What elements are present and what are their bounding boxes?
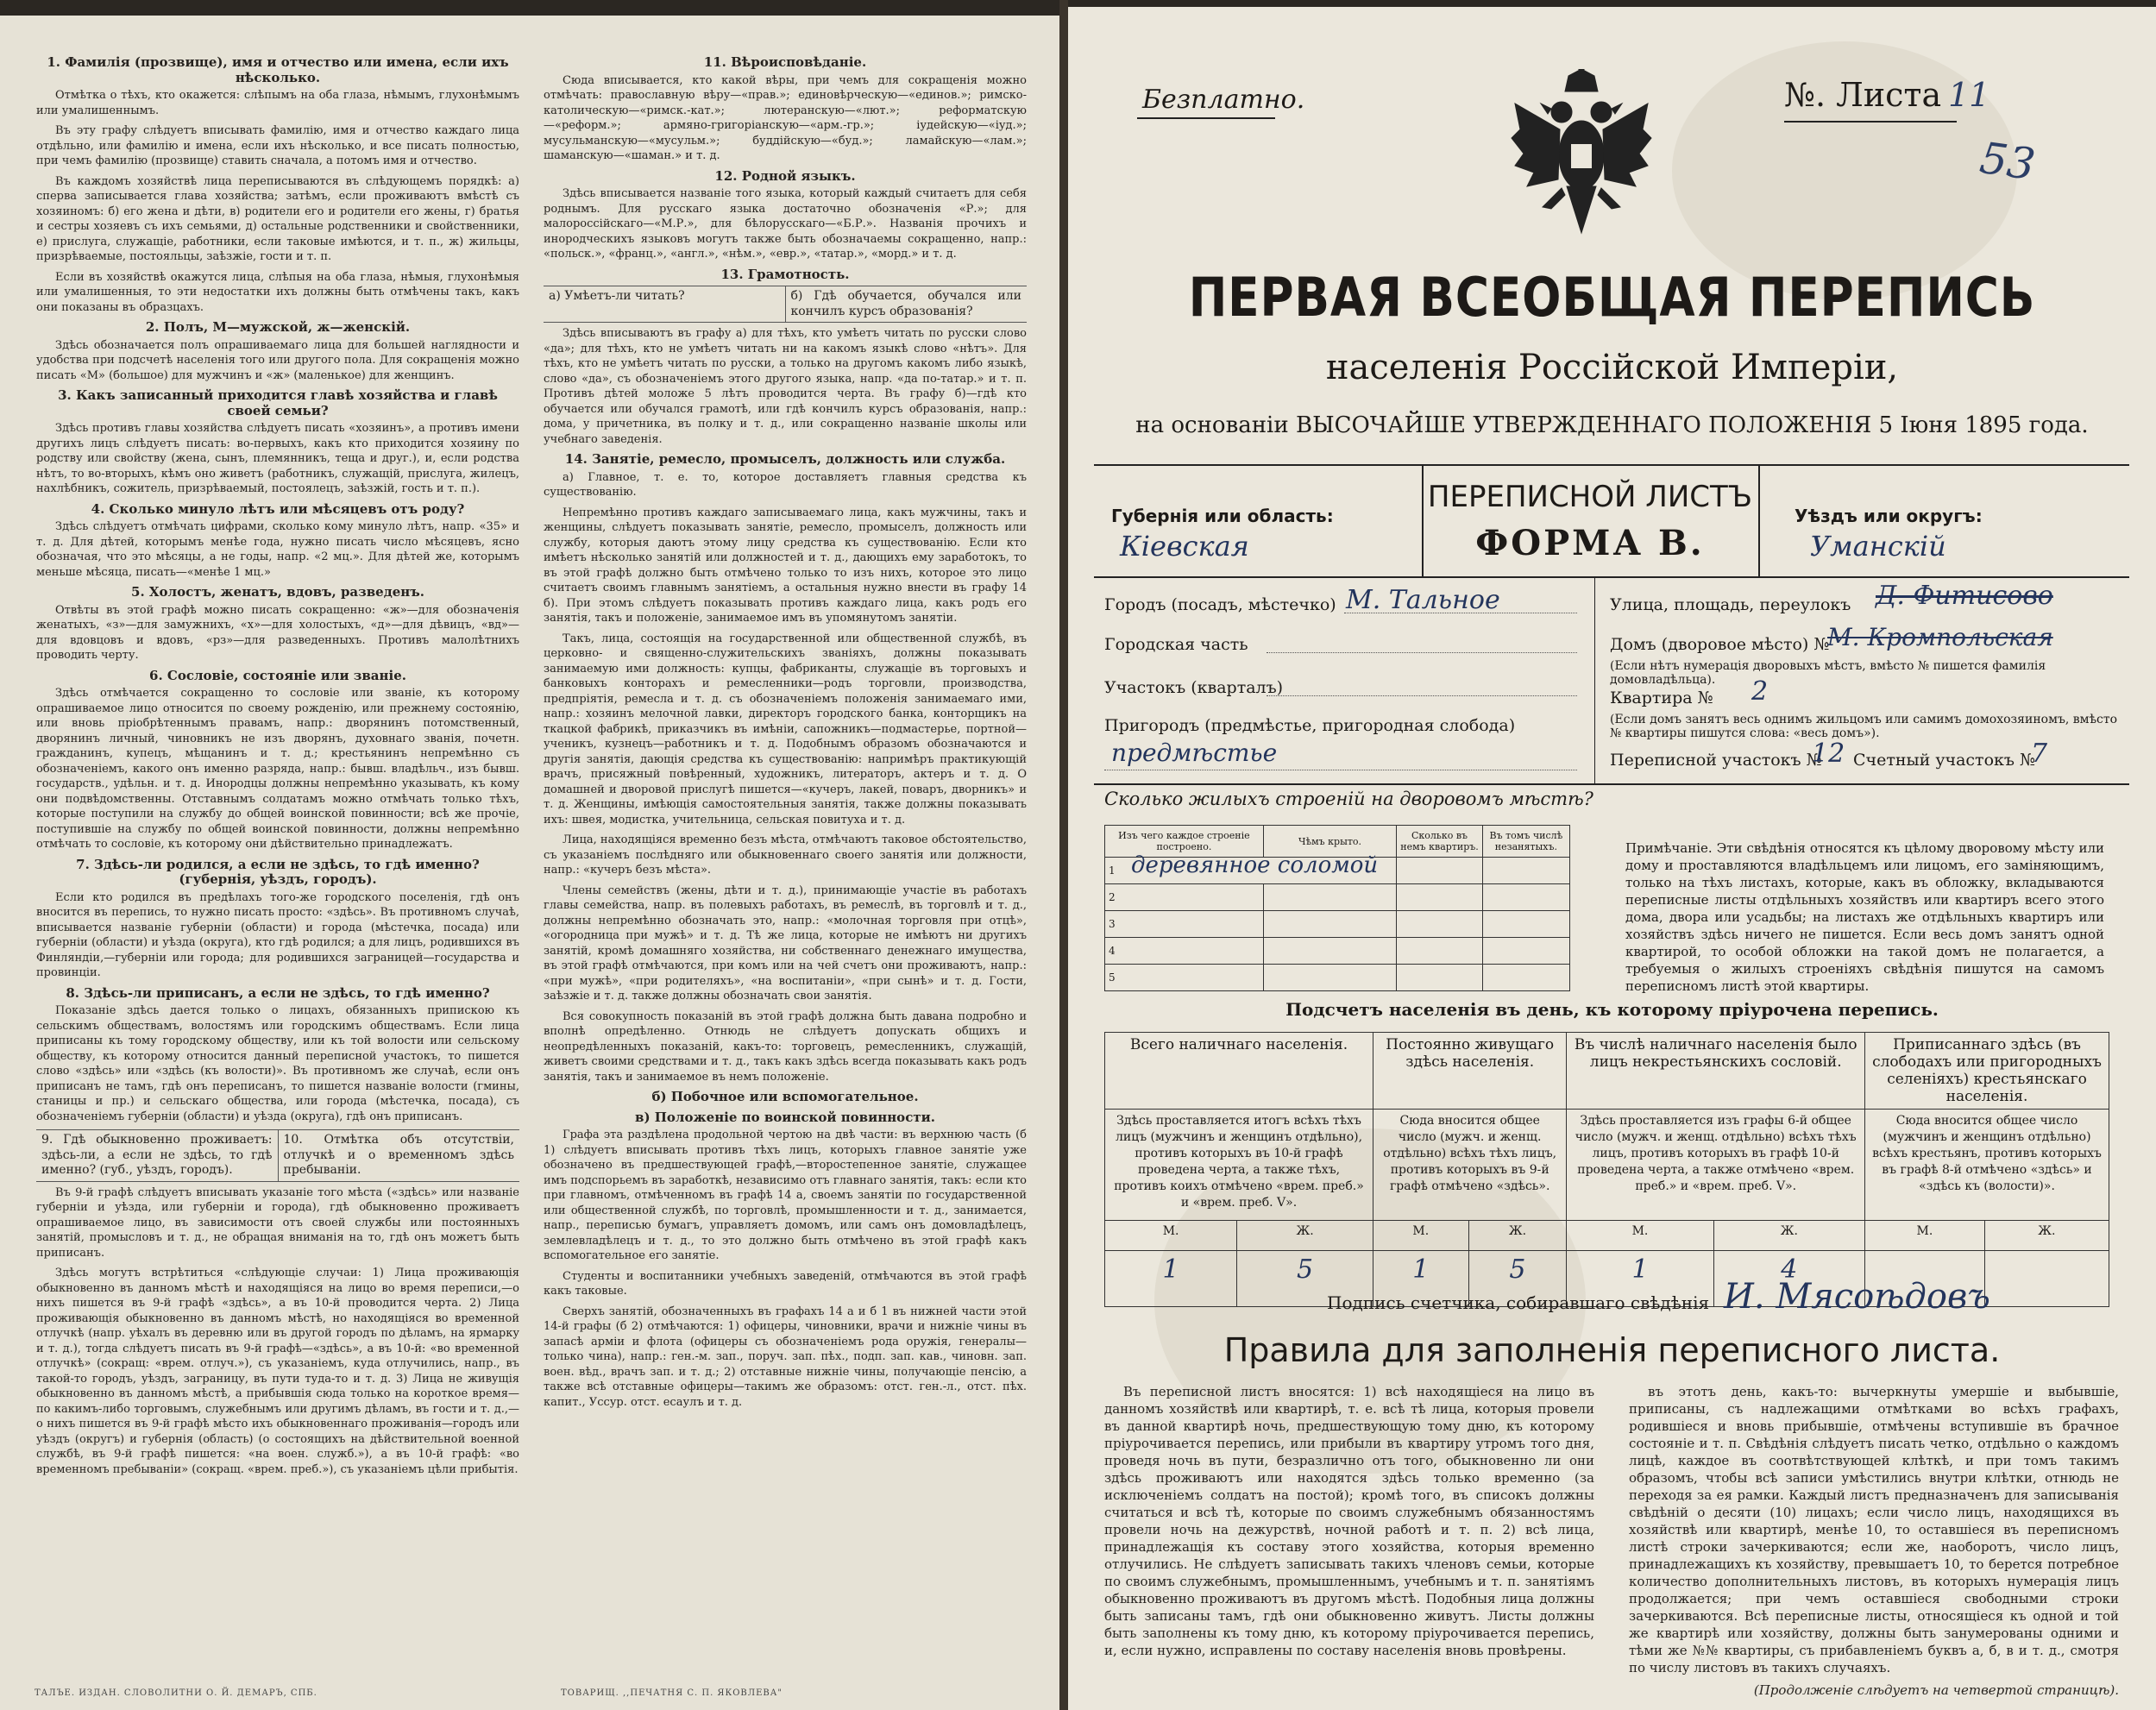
buildings-question: Сколько жилыхъ строеній на дворовомъ мѣстѣ? bbox=[1104, 789, 1593, 809]
instruction-heading: 4. Сколько минуло лѣтъ или мѣсяцевъ отъ роду? bbox=[91, 500, 465, 517]
female-label: Ж. bbox=[1237, 1221, 1373, 1251]
city-value: М. Тальное bbox=[1346, 585, 1500, 615]
free-of-charge-label: Безплатно. bbox=[1142, 85, 1305, 115]
split-right: б) Гдѣ обучается, обучался или кончилъ курсъ образованія? bbox=[785, 286, 1028, 322]
flat-note: (Если домъ занятъ весь однимъ жильцомъ или самимъ домохозяиномъ, вмѣсто № квартиры пишутся слова: «весь домъ»). bbox=[1610, 713, 2118, 740]
split-left: а) Умѣетъ-ли читать? bbox=[549, 289, 685, 303]
count-district-label: Счетный участокъ № bbox=[1853, 751, 2035, 770]
count-header-present: Всего наличнаго населенія. bbox=[1105, 1033, 1373, 1110]
buildings-header-material: Изъ чего каждое строеніе построено. bbox=[1105, 826, 1264, 858]
female-label: Ж. bbox=[1984, 1221, 2109, 1251]
count-header-resident: Постоянно живущаго здѣсь населенія. bbox=[1373, 1033, 1567, 1110]
male-label: М. bbox=[1567, 1221, 1713, 1251]
instruction-paragraph: Непремѣнно противъ каждаго записываемаго лица, какъ мужчины, такъ и женщины, слѣдуетъ показывать занятіе, ремесло, промыселъ, должность или службу, которыя даютъ этому лицу средства къ существованію. Если кто имѣетъ нѣсколько занятій или должностей и т. д., дающихъ ему заработокъ, то въ этой графѣ должно быть отмѣчено только то изъ нихъ, которое это лицо считаетъ своимъ главнымъ занятіемъ, а остальныя нужно внести въ графу 14 б). При этомъ слѣдуетъ показывать противъ каждаго лица, какъ родъ его занятія, такъ и положеніе, занимаемое имъ въ упомянутомъ занятіи. bbox=[544, 506, 1027, 625]
instruction-paragraph: Лица, находящіяся временно безъ мѣста, отмѣчаютъ таковое обстоятельство, съ указаніемъ послѣдняго или обыкновеннаго своего занятія или должности, напр.: «кучеръ безъ мѣста». bbox=[544, 833, 1027, 877]
buildings-header-vacant: Въ томъ числѣ незанятыхъ. bbox=[1482, 826, 1569, 858]
count-non-peasant-male: 1 bbox=[1567, 1251, 1713, 1307]
block-label: Участокъ (кварталъ) bbox=[1104, 678, 1284, 697]
male-label: М. bbox=[1865, 1221, 1985, 1251]
buildings-note: Примѣчаніе. Эти свѣдѣнія относятся къ цѣлому дворовому мѣсту или дому и проставляются владѣльцемъ или лицомъ, его заміняющимъ, только на тѣхъ листахъ, которые, какъ въ обложку, вкладываются переписные листы отдѣльныхъ хозяйствъ или квартиръ всего этого дома, двора или усадьбы; на листахъ же отдѣльныхъ квартиръ или хозяйствъ здѣсь ничего не пишется. Если весь домъ занятъ одной квартирой, то особой обложки на такой домъ не полагается, а требуемыя о жилыхъ строеніяхъ свѣдѣнія пишутся на самомъ переписномъ листѣ этой квартиры. bbox=[1625, 840, 2104, 994]
count-desc-resident: Сюда вносится общее число (мужч. и женщ. отдѣльно) всѣхъ тѣхъ лицъ, противъ которыхъ въ 9-й графѣ отмѣчено «здѣсь». bbox=[1373, 1110, 1567, 1221]
book-gutter bbox=[1059, 0, 1068, 1710]
instruction-paragraph: Здѣсь могутъ встрѣтиться «слѣдующіе случаи: 1) Лица проживающія обыкновенно въ данномъ мѣстѣ и находящіяся на лицо во время переписи,—о нихъ пишется въ 9-й графѣ «здѣсь», а въ 10-й проводится черта. 2) Лица проживающія обыкновенно въ данномъ мѣстѣ, но находящіяся во временной отлучкѣ (напр. уѣхалъ въ деревню или въ другой городъ по дѣламъ, на ярмарку и т. д.), тогда слѣдуетъ писать въ 9-й графѣ—«здѣсь», а въ 10-й: «во временной отлучкѣ» (сокращ: «врем. отлуч.»), съ указаніемъ, куда отлучились, напр., въ такой-то городъ, уѣздъ, заграницу, въ пути туда-то и т. д. 3) Лица не живущія обыкновенно въ данномъ мѣстѣ, а прибывшія сюда только на короткое время—по какимъ-либо торговымъ, служебнымъ или другимъ дѣламъ, въ гости и т. д.,—о нихъ пишется въ 9-й графѣ мѣсто ихъ обыкновеннаго проживанія—городъ или уѣздъ (округъ) и губернія (область) (о состоящихъ на дѣйствительной военной службѣ, въ 9-й графѣ пишется: «на воен. служб.»), а въ 10-й графѣ: «во временномъ пребываніи» (сокращ. «врем. преб.»), съ указаніемъ цѣли прибытія. bbox=[36, 1267, 519, 1476]
sheet-number-label: №. Листа bbox=[1784, 76, 1942, 114]
male-label: М. bbox=[1105, 1221, 1237, 1251]
printer-imprint-right: ТОВАРИЩ. ,,ПЕЧАТНЯ С. П. ЯКОВЛЕВА" bbox=[561, 1688, 783, 1698]
table-row: 3 bbox=[1105, 911, 1570, 938]
instruction-heading: в) Положеніе по воинской повинности. bbox=[635, 1109, 935, 1125]
instruction-paragraph: Графа эта раздѣлена продольной чертою на двѣ части: въ верхнюю часть (б 1) слѣдуетъ вписывать противъ тѣхъ лицъ, которыхъ главное занятіе уже обозначено въ предшествующей графѣ,—второстепенное занятіе, служащее имъ подспорьемъ въ заработкѣ, независимо отъ главнаго занятія, такъ: если кто при главномъ, отмѣченномъ въ графѣ 14 а, своемъ занятіи по государственной или общественной службѣ, по торговлѣ, промышленности и т. д., занимается, напр., переписью бумагъ, управляетъ домомъ, или самъ онъ домовладѣлецъ, землевладѣлецъ и т. д., то это должно быть отмѣчено въ этой графѣ какъ вспомогательное его занятіе. bbox=[544, 1128, 1027, 1262]
rules-continued: (Продолженіе слѣдуетъ на четвертой страницѣ). bbox=[1753, 1682, 2119, 1698]
count-desc-non-peasant: Здѣсь проставляется изъ графы 6-й общее число (мужч. и женщ. отдѣльно) всѣхъ тѣхъ лицъ, противъ которыхъ въ графѣ 10-й проведена черта, а также отмѣчено «врем. преб.» и «врем. преб. V». bbox=[1567, 1110, 1865, 1221]
rules-text-a: Въ переписной листъ вносятся: 1) всѣ находящіеся на лицо въ данномъ хозяйствѣ или квартирѣ, т. е. всѣ тѣ лица, которыя провели въ данной квартирѣ ночь, предшествующую тому дню, къ которому пріурочивается перепись, или прибыли въ квартиру утромъ того дня, проведя ночь въ пути, безразлично отъ того, обыкновенно ли они здѣсь проживаютъ или находятся здѣсь только временно (за исключеніемъ солдатъ на постой); кромѣ того, въ списокъ должны считаться и всѣ тѣ, которые по своимъ служебнымъ обязанностямъ провели ночь на дежурствѣ, ночной работѣ и т. п. 2) всѣ лица, принадлежащія къ составу этого хозяйства, которыя временно отлучились. Не слѣдуетъ записывать такихъ членовъ семьи, которые по своимъ служебнымъ, промышленнымъ, учебнымъ и т. п. занятіямъ обыкновенно проживаютъ въ другомъ мѣстѣ. Подобныя лица должны быть записаны тамъ, гдѣ они обыкновенно живутъ. Листы должны быть заполнены къ тому дню, къ которому пріурочивается перепись, и, если нужно, исправлены по составу населенія вновь провѣрены. bbox=[1104, 1384, 1594, 1658]
instruction-heading: б) Побочное или вспомогательное. bbox=[651, 1089, 919, 1104]
form-title: ПЕРЕПИСНОЙ ЛИСТЪ bbox=[1427, 480, 1753, 514]
street-value: Д. Фитисово bbox=[1876, 581, 2053, 611]
gubernia-value: Кіевская bbox=[1120, 530, 1249, 563]
instruction-paragraph: Здѣсь противъ главы хозяйства слѣдуетъ писать «хозяинъ», а противъ имени другихъ лицъ слѣдуетъ писать: во-первыхъ, какъ кто приходится хозяину по родству или свойству (жена, сынъ, племянникъ, теща и друг.), и, если родства нѣтъ, то во-вторыхъ, кѣмъ оно живетъ (работникъ, служащій, прислуга, жилецъ, нахлѣбникъ, сожитель, призрѣваемый, постоялецъ, заѣзжій, гость и т. п.). bbox=[36, 422, 519, 495]
instruction-paragraph: Такъ, лица, состоящія на государственной или общественной службѣ, въ церковно- и священно-служительскихъ званіяхъ, должны показывать занимаемую ими должность: купцы, фабриканты, служащіе въ торговыхъ и банковыхъ конторахъ и ремесленники—родъ торговли, производства, предпріятія, ремесла и т. д. съ обозначеніемъ положенія занимаемаго ими, напр.: хозяинъ мелочной лавки, директоръ городского банка, конторщикъ на ткацкой фабрикѣ, приказчикъ въ имѣніи, сапожникъ—подмастерье, портной—ученикъ, кузнецъ—работникъ и т. д. Подобнымъ образомъ обозначаются и другія занятія, дающія средства къ существованію: напримѣръ практикующій врачъ, присяжный повѣренный, художникъ, литераторъ, актеръ и т. д. О домашней и дворовой прислугѣ пишется—«кучеръ, лакей, поваръ, дворникъ» и т. д. Женщины, имѣющія самостоятельныя занятія, также должны показывать ихъ: швея, модистка, учительница, сельская повитуха и т. д. bbox=[544, 632, 1027, 827]
flat-value: 2 bbox=[1751, 676, 1769, 707]
instruction-heading: 2. Полъ, М—мужской, ж—женскій. bbox=[145, 319, 411, 335]
instruction-paragraph: Показаніе здѣсь дается только о лицахъ, обязанныхъ припискою къ сельскимъ обществамъ, волостямъ или городскимъ обществамъ. Если лица приписаны къ тому городскому обществу, или къ той волости или сельскому обществу, къ которому относится данный переписной участокъ, то пишется слово «здѣсь» или «здѣсь (къ волости)». Въ противномъ же случаѣ, если онъ приписанъ не тамъ, гдѣ онъ переписанъ, то пишется названіе волости (гмины, станицы и пр.) и сельскаго общества, или города (мѣстечка, посада), съ обозначеніемъ губерніи (области) и уѣзда (округа), гдѣ онъ приписанъ. bbox=[36, 1004, 519, 1123]
male-label: М. bbox=[1373, 1221, 1469, 1251]
sheet-number-value: 11 bbox=[1948, 76, 1990, 114]
instruction-paragraph: Сверхъ занятій, обозначенныхъ въ графахъ 14 а и б 1 въ нижней части этой 14-й графы (б 2) отмѣчаются: 1) офицеры, чиновники, врачи и нижніе чины въ запасѣ арміи и флота (офицеры съ обозначеніемъ рода оружія, генералы—только чина), напр.: ген.-м. зап., поруч. зап. пѣх., подп. зап. кав., чиновн. зап. воен. вѣд., врачъ зап. и т. д.; 2) отставные нижніе чины, получающіе пенсію, а также всѣ отставные офицеры—такимъ же образомъ: отст. ген.-л., отст. пѣх. капит., Уссур. отст. есаулъ и т. д. bbox=[544, 1305, 1027, 1409]
flat-label: Квартира № bbox=[1610, 688, 1713, 707]
instruction-paragraph: Въ каждомъ хозяйствѣ лица переписываются въ слѣдующемъ порядкѣ: а) сперва записывается глава хозяйства; затѣмъ, если проживаютъ вмѣстѣ съ хозяиномъ: б) его жена и дѣти, в) родители его и родители его жены, г) братья и сестры хозяевъ съ ихъ семьями, д) остальные родственники и свойственники, е) прислуга, служащіе, работники, если таковые имѣются, и т. п., ж) жильцы, призрѣваемые, постояльцы, заѣзжіе, гости и т. п. bbox=[36, 174, 519, 263]
instruction-paragraph: Сюда вписывается, кто какой вѣры, при чемъ для сокращенія можно отмѣчать: православную вѣру—«прав.»; единовѣрческую—«единов.»; римско-католическую—«римск.-кат.»; лютеранскую—«лют.»; реформатскую—«реформ.»; армяно-григоріанскую—«арм.-гр.»; іудейскую—«іуд.»; мусульманскую—«мусульм.»; буддійскую—«буд.»; ламайскую—«лам.»; шаманскую—«шаман.» и т. д. bbox=[544, 73, 1027, 162]
city-part-label: Городская часть bbox=[1104, 635, 1248, 654]
count-peasant-female bbox=[1984, 1251, 2109, 1307]
census-subtitle: населенія Россійской Имперіи, bbox=[1325, 348, 1899, 387]
instruction-paragraph: Вся совокупность показаній въ этой графѣ должна быть давана подробно и вполнѣ опредѣленно. Отнюдь не слѣдуетъ допускать общихъ и неопредѣленныхъ показаній, какъ-то: торговецъ, ремесленникъ, служащій, живетъ своими средствами и т. д., такъ какъ здѣсь всегда показывать какъ родъ занятія, такъ и занимаемое въ немъ положеніе. bbox=[544, 1009, 1027, 1084]
instruction-split-heading bbox=[544, 286, 1027, 323]
rules-column-a bbox=[1104, 1383, 1594, 1659]
female-label: Ж. bbox=[1468, 1221, 1567, 1251]
count-district-value: 7 bbox=[2031, 739, 2048, 769]
table-row: 1 деревянное соломой bbox=[1105, 858, 1570, 884]
rules-column-b bbox=[1629, 1383, 2119, 1699]
count-resident-female: 5 bbox=[1468, 1251, 1567, 1307]
left-page bbox=[0, 16, 1059, 1710]
rules-text-b: въ этотъ день, какъ-то: вычеркнуты умершіе и выбывшіе, приписаны, съ надлежащими отмѣтками во всѣхъ графахъ, родившіеся и вновь прибывшіе, отмѣчены вступившіе въ брачное состояніе и т. п. Свѣдѣнія слѣдуетъ писать четко, отдѣльно о каждомъ лицѣ, каждое въ соотвѣтствующей клѣткѣ, и при томъ такимъ образомъ, чтобы всѣ записи умѣстились внутри клѣтки, отнюдь не переходя за ея рамки. Каждый листъ предназначенъ для записыванія свѣдѣній о десяти (10) лицахъ; если число лицъ, находящихся въ хозяйствѣ или квартирѣ, менѣе 10, то оставшіеся въ переписномъ листѣ строки зачеркиваются; если же, наоборотъ, число лицъ, принадлежащихъ къ хозяйству, превышаетъ 10, то берется потребное количество дополнительныхъ листовъ, въ которыхъ нумерація лицъ продолжается; при чемъ оставшіеся свободными строки зачеркиваются. Всѣ переписные листы, относящіеся къ одной и той же квартирѣ или хозяйству, должны быть занумерованы одними и тѣми же №№ квартиры, съ прибавленіемъ буквъ а, б, в и т. д., смотря по числу листовъ въ такихъ случаяхъ. bbox=[1629, 1384, 2119, 1675]
instructions-column-b bbox=[544, 50, 1027, 1675]
count-desc-registered-peasant: Сюда вносится общее число (мужчинъ и женщинъ отдѣльно) всѣхъ крестьянъ, противъ которыхъ въ графѣ 8-й отмѣчено «здѣсь» и «здѣсь къ (волости)». bbox=[1865, 1110, 2109, 1221]
count-header-non-peasant: Въ числѣ наличнаго населенія было лицъ некрестьянскихъ сословій. bbox=[1567, 1033, 1865, 1110]
instruction-heading: 13. Грамотность. bbox=[720, 266, 850, 282]
instruction-paragraph: Въ эту графу слѣдуетъ вписывать фамилію, имя и отчество каждаго лица отдѣльно, или фамилію и имена, если ихъ нѣсколько, и все писать полностью, при чемъ фамилію (прозвище) ставить сначала, а потомъ имя и отчество. bbox=[36, 124, 519, 167]
instruction-paragraph: Отмѣтка о тѣхъ, кто окажется: слѣпымъ на оба глаза, нѣмымъ, глухонѣмымъ или умалишеннымъ. bbox=[36, 89, 519, 117]
instruction-paragraph: Здѣсь слѣдуетъ отмѣчать цифрами, сколько кому минуло лѣтъ, напр. «35» и т. д. Для дѣтей, которымъ менѣе года, нужно писать число мѣсяцевъ, ясно обозначая, что это мѣсяцы, а не годы, напр. «2 мц.». Для дѣтей же, которымъ меньше мѣсяца, писать—«менѣе 1 мц.» bbox=[36, 520, 519, 579]
instruction-heading: 5. Холостъ, женатъ, вдовъ, разведенъ. bbox=[131, 584, 424, 600]
instruction-paragraph: Здѣсь обозначается полъ опрашиваемаго лица для большей наглядности и удобства при подсчетѣ населенія того или другого пола. Для сокращенія можно писать «М» (большое) для мужчинъ и «ж» (маленькое) для женщинъ. bbox=[36, 338, 519, 382]
instruction-paragraph: Если въ хозяйствѣ окажутся лица, слѣпыя на оба глаза, нѣмыя, глухонѣмыя или умалишенныя, то эти недостатки ихъ должны быть отмѣчены такъ, какъ они показаны въ образцахъ. bbox=[36, 270, 519, 314]
count-resident-male: 1 bbox=[1373, 1251, 1469, 1307]
instruction-heading: 6. Сословіе, состояніе или званіе. bbox=[149, 667, 406, 683]
rules-title: Правила для заполненія переписного листа. bbox=[1223, 1331, 2001, 1369]
instruction-paragraph: Здѣсь вписывается названіе того языка, который каждый считаетъ для себя роднымъ. Для русскаго языка достаточно обозначенія «Р.»; для малороссійскаго—«М.Р.», для бѣлорусскаго—«Б.Р.». Названія прочихъ и инородческихъ языковъ могутъ также быть обозначаемы сокращенно, напр.: «польск.», «франц.», «англ.», «нѣм.», «евр.», «татар.», «морд.» и т. д. bbox=[544, 187, 1027, 261]
form-name: ФОРМА В. bbox=[1475, 523, 1705, 563]
archive-page-number: 53 bbox=[1977, 132, 2039, 191]
instruction-heading: 14. Занятіе, ремесло, промыселъ, должность или служба. bbox=[564, 451, 1006, 467]
instructions-column-a bbox=[36, 50, 519, 1675]
house-note: (Если нѣтъ нумерація дворовыхъ мѣстъ, вмѣсто № пишется фамилія домовладѣльца). bbox=[1610, 659, 2046, 687]
instruction-paragraph: Здѣсь отмѣчается сокращенно то сословіе или званіе, къ которому опрашиваемое лицо относится по своему рожденію, или прежнему состоянію, или вновь пріобрѣтеннымъ правамъ, напр.: дворянинъ потомственный, дворянинъ личный, чиновникъ не изъ дворянъ, духовнаго званія, почетн. гражданинъ, купецъ, мѣщанинъ и т. д.; крестьянинъ непремѣнно съ обозначеніемъ, какого онъ именно разряда, напр.: бывш. владѣльч., изъ бывш. государств., удѣльн. и т. д. Инородцы должны непремѣнно указывать, къ кому они подвѣдомственны. Отставнымъ солдатамъ можно отмѣчать только тѣхъ, которые поступили на службу до общей воинской повинности; всѣ же прочіе, поступившіе на службу по общей воинской повинности, должны непремѣнно отмѣчать то сословіе, къ которому они дѣйствительно принадлежатъ. bbox=[36, 687, 519, 851]
population-count-heading: Подсчетъ населенія въ день, къ которому пріурочена перепись. bbox=[1285, 999, 1939, 1020]
instruction-paragraph: Здѣсь вписываютъ въ графу а) для тѣхъ, кто умѣетъ читать по русски слово «да»; для тѣхъ, кто не умѣетъ читать ни на какомъ языкѣ слово «нѣтъ». Для тѣхъ, кто не умѣетъ читать по русски, а только на другомъ какомъ либо языкѣ, слово «да», съ обозначеніемъ этого другого языка, напр. «да по-татар.» и т. п. Противъ дѣтей моложе 5 лѣтъ проводится черта. Въ графу б)—гдѣ кто обучается или обучался грамотѣ, или гдѣ кончилъ курсъ образованія, напр.: дома, у причетника, въ полку и т. д., или сокращенно названіе школы или учебнаго заведенія. bbox=[544, 327, 1027, 446]
suburb-label: Пригородъ (предмѣстье, пригородная слобода) bbox=[1104, 716, 1516, 735]
house-value: М. Кромпольская bbox=[1827, 623, 2053, 651]
gubernia-label: Губернія или область: bbox=[1111, 506, 1334, 526]
instruction-heading: 3. Какъ записанный приходится главѣ хозяйства и главѣ своей семьи? bbox=[58, 387, 498, 418]
count-non-peasant-female: 4 bbox=[1713, 1251, 1864, 1307]
instruction-heading: 11. Вѣроисповѣданіе. bbox=[703, 54, 867, 70]
buildings-header-flats: Сколько въ немъ квартиръ. bbox=[1397, 826, 1483, 858]
count-desc-present: Здѣсь проставляется итогъ всѣхъ тѣхъ лицъ (мужчинъ и женщинъ отдѣльно), противъ которыхъ въ 10-й графѣ проведена черта, а также тѣхъ, противъ коихъ отмѣчено «врем. преб.» и «врем. преб. V». bbox=[1105, 1110, 1373, 1221]
enumerator-signature: И. Мясоѣдовъ bbox=[1724, 1277, 1990, 1317]
instruction-heading: 7. Здѣсь-ли родился, а если не здѣсь, то гдѣ именно? (губернія, уѣздъ, городъ). bbox=[76, 856, 480, 887]
house-label: Домъ (дворовое мѣсто) № bbox=[1610, 635, 1830, 654]
count-present-female: 5 bbox=[1237, 1251, 1373, 1307]
suburb-value: предмѣстье bbox=[1111, 739, 1278, 767]
split-left: 9. Гдѣ обыкновенно проживаетъ: здѣсь-ли, а если не здѣсь, то гдѣ именно? (губ., уѣздъ, городъ). bbox=[41, 1133, 273, 1177]
table-row: 5 bbox=[1105, 965, 1570, 991]
instruction-paragraph: Если кто родился въ предѣлахъ того-же городского поселенія, гдѣ онъ вносится въ перепись, то нужно писать просто: «здѣсь». Въ противномъ случаѣ, вписывается названіе губерніи (области) и города (мѣстечка, посада) или губерніи (области) и уѣзда (округа), кто гдѣ родился; а для лицъ, родившихся въ Финляндіи,—губерніи или города; для родившихся заграницей—государства и провинціи. bbox=[36, 890, 519, 979]
census-title: ПЕРВАЯ ВСЕОБЩАЯ ПЕРЕПИСЬ bbox=[1188, 266, 2036, 329]
population-count-table bbox=[1104, 1032, 2109, 1307]
uezd-label: Уѣздъ или округъ: bbox=[1795, 506, 1983, 526]
building-row1-material: деревянное соломой bbox=[1131, 852, 1379, 878]
street-label: Улица, площадь, переулокъ bbox=[1610, 595, 1851, 614]
printer-imprint-left: ТАЛЪЕ. ИЗДАН. СЛОВОЛИТНИ О. Й. ДЕМАРЪ, СПБ. bbox=[35, 1688, 317, 1698]
instruction-split-heading bbox=[36, 1129, 519, 1182]
buildings-table bbox=[1104, 825, 1570, 991]
instruction-paragraph: Отвѣты въ этой графѣ можно писать сокращенно: «ж»—для обозначенія женатыхъ, «з»—для замужнихъ, «х»—для холостыхъ, «д»—для дѣвицъ, «вд»—для вдовцовъ и вдовъ, «рз»—для разведенныхъ. Противъ малолѣтнихъ проводить черту. bbox=[36, 603, 519, 662]
signature-label: Подпись счетчика, собиравшаго свѣдѣнія bbox=[1327, 1292, 1710, 1313]
right-page bbox=[1068, 7, 2156, 1710]
instruction-paragraph: Въ 9-й графѣ слѣдуетъ вписывать указаніе того мѣста («здѣсь» или названіе губерніи и уѣзда, или губерніи и города), гдѣ обыкновенно проживаетъ опрашиваемое лицо, въ зависимости отъ своей службы или постоянныхъ занятій, промысловъ и т. д., не обращая вниманія на то, гдѣ онъ можетъ быть приписанъ. bbox=[36, 1185, 519, 1260]
female-label: Ж. bbox=[1713, 1221, 1864, 1251]
instruction-paragraph: а) Главное, т. е. то, которое доставляетъ главныя средства къ существованію. bbox=[544, 470, 1027, 499]
instruction-paragraph: Члены семействъ (жены, дѣти и т. д.), принимающіе участіе въ работахъ главы семейства, напр. въ полевыхъ работахъ, въ ремеслѣ, въ торговлѣ и т. д., должны непремѣнно обозначать это, напр.: «молочная торговля при отцѣ», «огородница при мужѣ» и т. д. Тѣ же лица, которые не имѣютъ ни другихъ занятій, кромѣ домашняго хозяйства, ни собственнаго денежнаго имущества, въ этой графѣ отмѣчаются, при комъ или на чей счетъ они проживаютъ, напр.: «при мужѣ», «при родителяхъ», «на воспитаніи», «при сынѣ» и т. д. Гости, заѣзжіе и т. д. также должны обозначать свои занятія. bbox=[544, 883, 1027, 1003]
count-present-male: 1 bbox=[1105, 1251, 1237, 1307]
instruction-heading: 8. Здѣсь-ли приписанъ, а если не здѣсь, то гдѣ именно? bbox=[66, 984, 490, 1001]
sheet-number bbox=[1784, 76, 1989, 114]
imperial-eagle-icon bbox=[1508, 69, 1655, 250]
instruction-heading: 12. Родной языкъ. bbox=[714, 167, 856, 184]
table-row: 2 bbox=[1105, 884, 1570, 911]
buildings-header-roof: Чѣмъ крыто. bbox=[1263, 826, 1396, 858]
uezd-value: Уманскій bbox=[1810, 530, 1946, 563]
table-row: 4 bbox=[1105, 938, 1570, 965]
count-header-registered-peasant: Приписаннаго здѣсь (въ слободахъ или пригородныхъ селеніяхъ) крестьянскаго населенія. bbox=[1865, 1033, 2109, 1110]
census-legal-basis: на основаніи ВЫСОЧАЙШЕ УТВЕРЖДЕННАГО ПОЛОЖЕНІЯ 5 Іюня 1895 года. bbox=[1135, 412, 2089, 438]
census-district-value: 12 bbox=[1812, 739, 1845, 769]
instruction-heading: 1. Фамилія (прозвище), имя и отчество или имена, если ихъ нѣсколько. bbox=[47, 54, 509, 85]
instruction-paragraph: Студенты и воспитанники учебныхъ заведеній, отмѣчаются въ этой графѣ какъ таковые. bbox=[544, 1269, 1027, 1298]
census-district-label: Переписной участокъ № bbox=[1610, 751, 1822, 770]
city-label: Городъ (посадъ, мѣстечко) bbox=[1104, 595, 1336, 614]
split-right: 10. Отмѣтка объ отсутствіи, отлучкѣ и о временномъ здѣсь пребываніи. bbox=[278, 1130, 520, 1181]
